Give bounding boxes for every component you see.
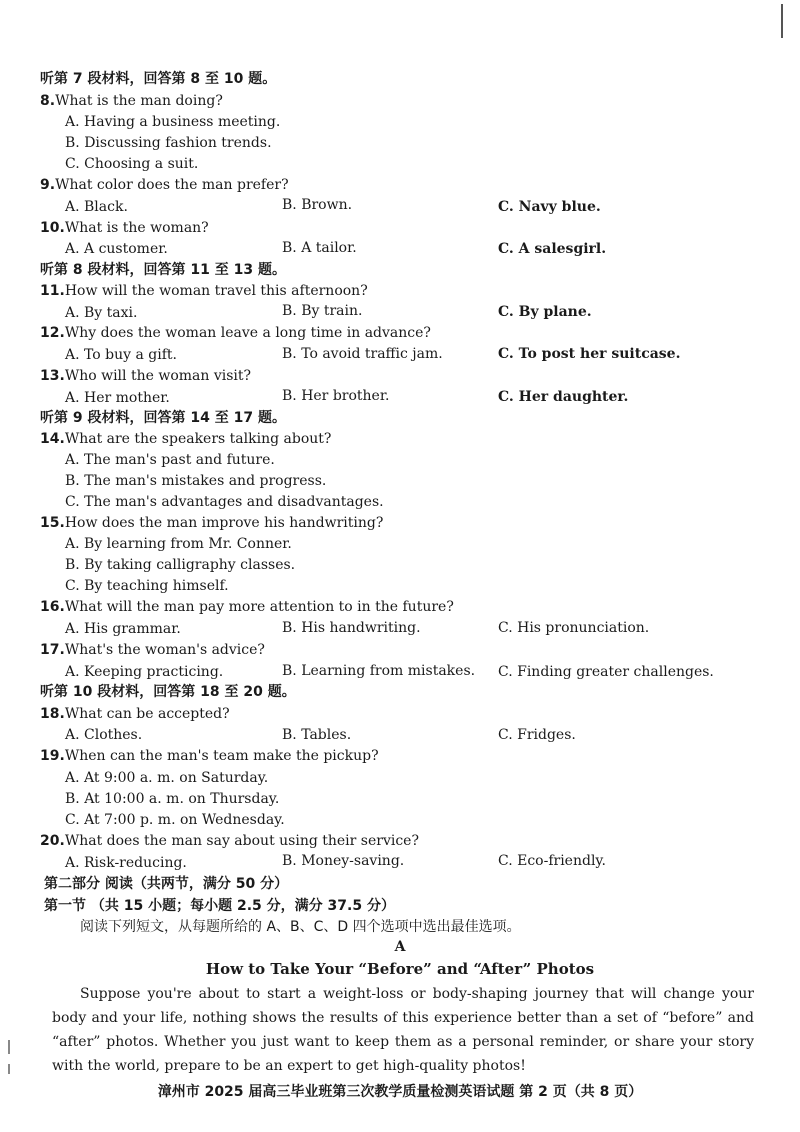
option-a: A. Her mother.: [65, 390, 170, 406]
page-footer: 漳州市 2025 届高三毕业班第三次教学质量检测英语试题 第 2 页（共 8 页）: [157, 1084, 643, 1100]
section-heading: 听第 9 段材料，回答第 14 至 17 题。: [40, 410, 286, 426]
question-9: [40, 176, 289, 194]
question-text: What's the woman's advice?: [64, 642, 265, 658]
option-a: A. His grammar.: [65, 621, 181, 637]
option-c: C. The man's advantages and disadvantages.: [65, 494, 384, 510]
question-text: What does the man say about using their service?: [64, 833, 419, 849]
question-14: [40, 430, 331, 448]
option-c: C. At 7:00 p. m. on Wednesday.: [65, 812, 285, 828]
question-number: 18.: [40, 706, 65, 722]
option-b: B. Discussing fashion trends.: [65, 135, 272, 151]
question-number: 12.: [40, 325, 65, 341]
section-heading: 第一节 （共 15 小题；每小题 2.5 分，满分 37.5 分）: [44, 898, 395, 914]
option-b: B. To avoid traffic jam.: [282, 346, 443, 362]
passage-letter: A: [394, 939, 406, 955]
section-heading: 听第 7 段材料，回答第 8 至 10 题。: [40, 71, 277, 87]
question-13: [40, 367, 251, 385]
option-a: A. Risk-reducing.: [65, 855, 187, 871]
question-number: 9.: [40, 177, 56, 193]
question-number: 14.: [40, 431, 65, 447]
question-10: [40, 219, 209, 237]
option-a: A. By learning from Mr. Conner.: [65, 536, 292, 552]
option-a: A. The man's past and future.: [65, 452, 275, 468]
question-number: 19.: [40, 748, 65, 764]
option-b: B. Money-saving.: [282, 853, 405, 869]
scan-speck: [8, 1064, 10, 1074]
option-a: A. Black.: [65, 199, 128, 215]
section-heading: 听第 10 段材料，回答第 18 至 20 题。: [40, 684, 296, 700]
option-c: C. Navy blue.: [498, 199, 601, 215]
option-b: B. By taking calligraphy classes.: [65, 557, 296, 573]
option-c: C. Choosing a suit.: [65, 156, 199, 172]
question-text: What will the man pay more attention to in the future?: [64, 599, 454, 615]
question-text: When can the man's team make the pickup?: [64, 748, 379, 764]
option-c: C. Finding greater challenges.: [498, 664, 714, 680]
option-c: C. Her daughter.: [498, 389, 629, 405]
question-number: 16.: [40, 599, 65, 615]
option-c: C. By teaching himself.: [65, 578, 229, 594]
option-b: B. Tables.: [282, 727, 352, 743]
option-c: C. By plane.: [498, 304, 592, 320]
question-18: [40, 705, 230, 723]
question-text: What is the man doing?: [55, 93, 223, 109]
question-text: Who will the woman visit?: [64, 368, 252, 384]
option-a: A. By taxi.: [65, 305, 138, 321]
option-c: C. Fridges.: [498, 727, 576, 743]
option-b: B. The man's mistakes and progress.: [65, 473, 327, 489]
option-a: A. Having a business meeting.: [65, 114, 281, 130]
passage-paragraph: Suppose you're about to start a weight-loss or body-shaping journey that will change your body and your life, nothing shows the results of this experience better than a set of “before” and “after” photos. Whether you just want to keep them as a personal reminder, or share your story with the world, prepare to be an expert to get high-quality photos!: [52, 986, 754, 1074]
option-b: B. By train.: [282, 303, 363, 319]
option-b: B. Her brother.: [282, 388, 390, 404]
section-heading: 听第 8 段材料，回答第 11 至 13 题。: [40, 262, 286, 278]
option-b: B. His handwriting.: [282, 620, 421, 636]
question-text: What are the speakers talking about?: [64, 431, 332, 447]
question-text: How will the woman travel this afternoon?: [64, 283, 368, 299]
question-number: 11.: [40, 283, 65, 299]
question-text: What can be accepted?: [64, 706, 230, 722]
question-number: 15.: [40, 515, 65, 531]
part-heading: 第二部分 阅读（共两节，满分 50 分）: [44, 876, 289, 892]
option-b: B. Learning from mistakes.: [282, 663, 476, 679]
question-text: What color does the man prefer?: [55, 177, 289, 193]
option-b: B. At 10:00 a. m. on Thursday.: [65, 791, 280, 807]
option-a: A. At 9:00 a. m. on Saturday.: [65, 770, 269, 786]
question-19: [40, 747, 379, 765]
passage-title: How to Take Your “Before” and “After” Photos: [205, 960, 595, 978]
question-text: What is the woman?: [64, 220, 209, 236]
option-b: B. Brown.: [282, 197, 353, 213]
option-a: A. Keeping practicing.: [65, 664, 224, 680]
question-15: [40, 514, 383, 532]
scan-edge-mark: [781, 4, 783, 38]
option-c: C. His pronunciation.: [498, 620, 650, 636]
scan-speck: [8, 1040, 10, 1054]
option-a: A. Clothes.: [65, 727, 143, 743]
question-text: How does the man improve his handwriting?: [64, 515, 384, 531]
option-a: A. To buy a gift.: [65, 347, 177, 363]
option-c: C. To post her suitcase.: [498, 346, 681, 362]
question-11: [40, 282, 368, 300]
question-number: 10.: [40, 220, 65, 236]
option-c: C. Eco-friendly.: [498, 853, 606, 869]
question-12: [40, 324, 431, 342]
question-20: [40, 832, 419, 850]
question-number: 17.: [40, 642, 65, 658]
option-b: B. A tailor.: [282, 240, 357, 256]
question-number: 13.: [40, 368, 65, 384]
option-c: C. A salesgirl.: [498, 241, 607, 257]
question-16: [40, 598, 454, 616]
question-number: 20.: [40, 833, 65, 849]
instruction-text: 阅读下列短文，从每题所给的 A、B、C、D 四个选项中选出最佳选项。: [80, 919, 521, 935]
question-text: Why does the woman leave a long time in advance?: [64, 325, 431, 341]
question-8: [40, 92, 223, 110]
question-17: [40, 641, 265, 659]
question-number: 8.: [40, 93, 56, 109]
option-a: A. A customer.: [65, 241, 168, 257]
